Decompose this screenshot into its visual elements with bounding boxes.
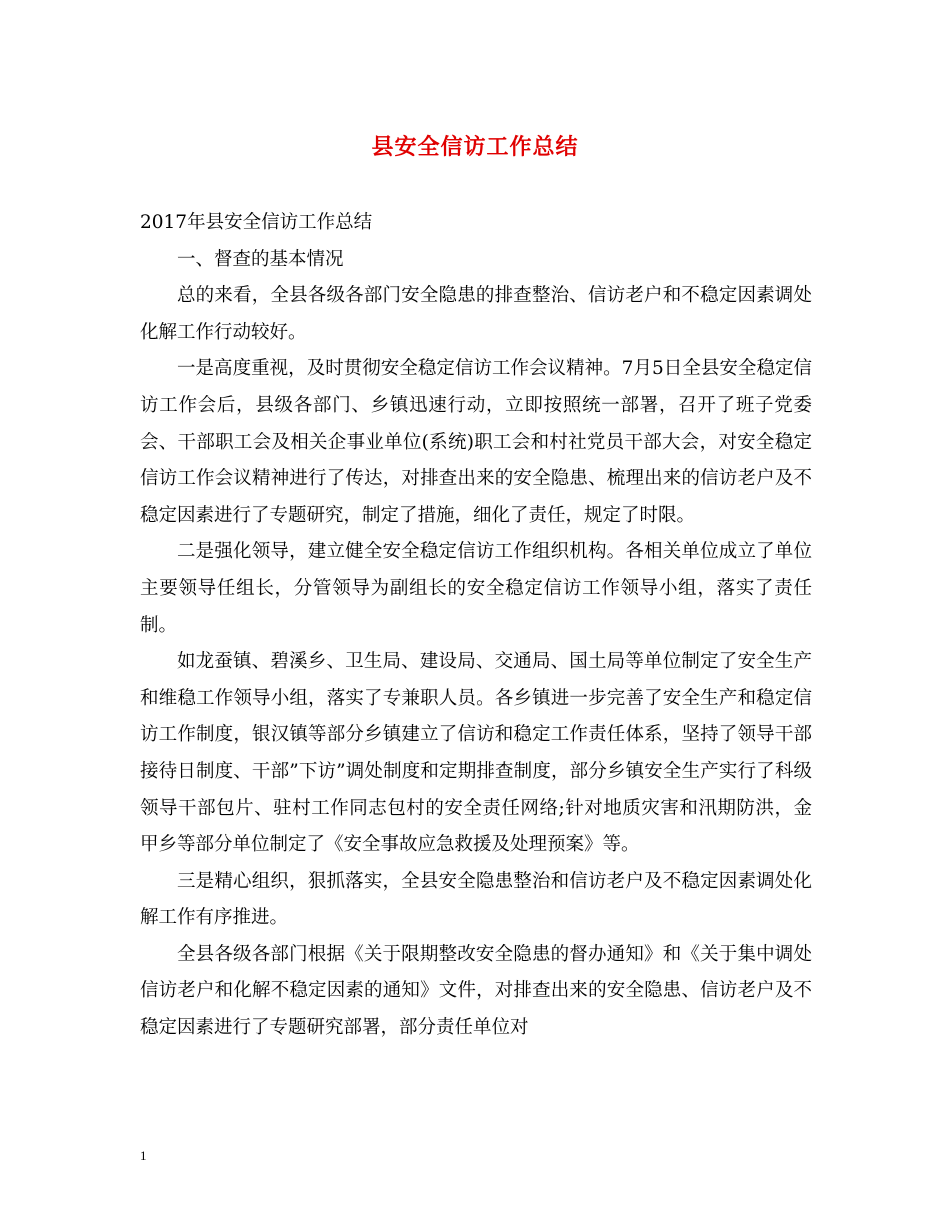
paragraph: 一是高度重视，及时贯彻安全稳定信访工作会议精神。7月5日全县安全稳定信访工作会后，县级各部门、乡镇迅速行动，立即按照统一部署，召开了班子党委会、干部职工会及相关企事业单位(系统)职工会和村社党员干部大会，对安全稳定信访工作会议精神进行了传达，对排查出来的安全隐患、梳理出来的信访老户及不稳定因素进行了专题研究，制定了措施，细化了责任，规定了时限。: [140, 358, 812, 526]
document-title: 县安全信访工作总结: [371, 134, 579, 160]
document-body: [140, 205, 812, 1047]
paragraph: 三是精心组织，狠抓落实，全县安全隐患整治和信访老户及不稳定因素调处化解工作有序推进。: [140, 870, 812, 929]
paragraph: 全县各级各部门根据《关于限期整改安全隐患的督办通知》和《关于集中调处信访老户和化解不稳定因素的通知》文件，对排查出来的安全隐患、信访老户及不稳定因素进行了专题研究部署，部分责任单位对: [140, 943, 812, 1039]
document-subtitle: 2017年县安全信访工作总结: [140, 212, 373, 233]
paragraph: 如龙蚕镇、碧溪乡、卫生局、建设局、交通局、国土局等单位制定了安全生产和维稳工作领导小组，落实了专兼职人员。各乡镇进一步完善了安全生产和稳定信访工作制度，银汉镇等部分乡镇建立了信访和稳定工作责任体系，坚持了领导干部接待日制度、干部”下访”调处制度和定期排查制度，部分乡镇安全生产实行了科级领导干部包片、驻村工作同志包村的安全责任网络;针对地质灾害和汛期防洪，金甲乡等部分单位制定了《安全事故应急救援及处理预案》等。: [140, 651, 812, 856]
paragraph: 总的来看，全县各级各部门安全隐患的排查整治、信访老户和不稳定因素调处化解工作行动较好。: [140, 285, 812, 343]
section-heading: 一、督查的基本情况: [177, 248, 344, 270]
page-number: 1: [140, 1148, 147, 1163]
paragraph: 二是强化领导，建立健全安全稳定信访工作组织机构。各相关单位成立了单位主要领导任组长，分管领导为副组长的安全稳定信访工作领导小组，落实了责任制。: [140, 541, 812, 636]
